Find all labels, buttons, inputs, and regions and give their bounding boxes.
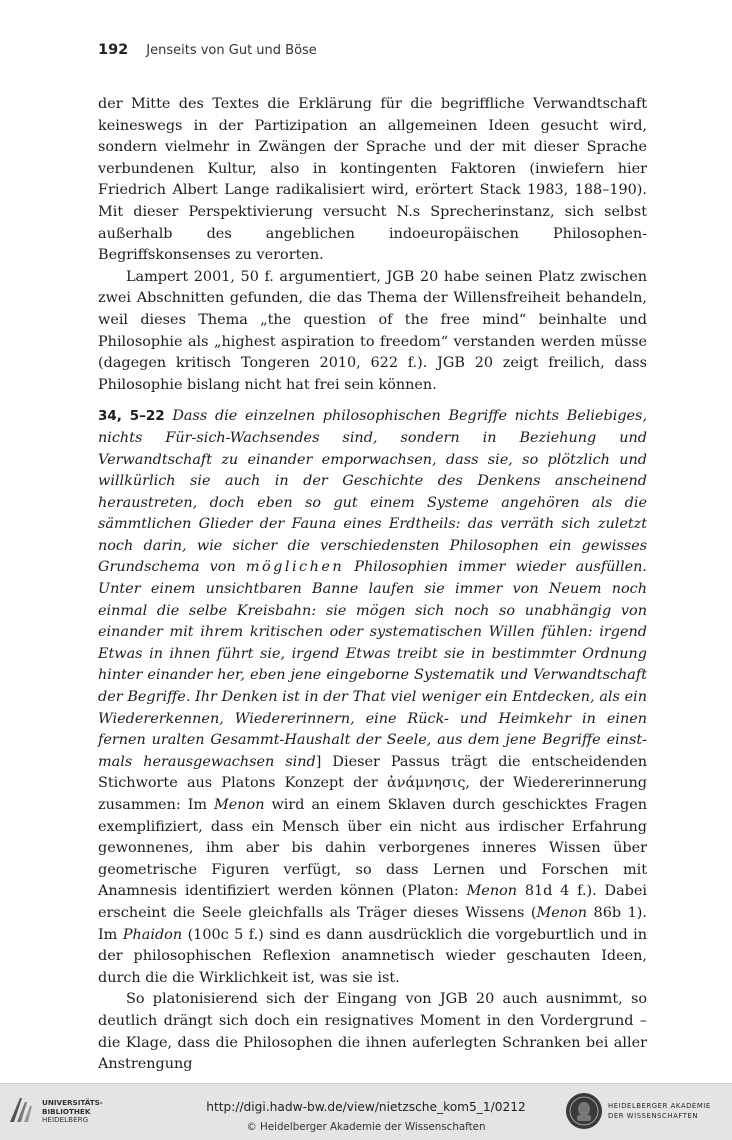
library-name: UNIVERSITÄTS- BIBLIOTHEK HEIDELBERG bbox=[42, 1098, 103, 1125]
commentary-text: 81d 4 f.). Dabei erscheint die Seele gleichfalls als Träger dieses Wissens ( bbox=[98, 883, 648, 921]
commentary-text: 86b 1). Im bbox=[98, 904, 647, 943]
academy-seal-icon bbox=[565, 1092, 603, 1130]
work-title-menon: Menon bbox=[536, 904, 587, 921]
lemma-paragraph bbox=[98, 406, 647, 989]
paragraph-1: der Mitte des Textes die Erklärung für die begriffliche Verwandtschaft keineswegs in der Partizipation an allgemeinen Ideen gesucht wird, sondern vielmehr in Zwängen der Sprache und der mit dieser Sprache verbundenen Kultur, also in kontingenten Faktoren (inwiefern hier Friedrich Albert Lange radikalisiert wird, erörtert Stack 1983, 188–190). Mit dieser Perspektivierung versucht N.s Sprecherinstanz, sich selbst außerhalb des angeblichen indoeuropäischen Philosophen-Begriffskonsenses zu verorten. bbox=[98, 96, 647, 264]
copyright-notice: © Heidelberger Akademie der Wissenschaften bbox=[246, 1121, 486, 1133]
work-title-menon: Menon bbox=[214, 797, 265, 813]
work-title-menon: Menon bbox=[466, 883, 518, 900]
commentary-text: (100c 5 f.) sind es dann ausdrücklich die vorgeburtlich und in der philosophischen Reflexion anamnetisch wieder geschauten Ideen, durch die die Wirklichkeit ist, was sie ist. bbox=[98, 926, 648, 986]
lemma-reference: 34, 5–22 bbox=[98, 408, 165, 425]
commentary-body bbox=[98, 94, 647, 1076]
paragraph-2: Lampert 2001, 50 f. argumentiert, JGB 20 habe seinen Platz zwischen zwei Abschnitten gefunden, die das Thema der Willensfreiheit behandeln, weil dieses Thema „the question of the free mind“ beinhalte und Philosophie als „highest aspiration to freedom“ verstanden werden müsse (dagegen kritisch Tongeren 2010, 622 f.). JGB 20 zeigt freilich, dass Philosophie bislang nicht hat frei sein können. bbox=[98, 268, 647, 393]
lemma-quote-cont: Philosophien immer wieder ausfüllen. Unter einem unsichtbaren Banne laufen sie immer von Neuem noch einmal die selbe Kreisbahn: sie mögen sich noch so unabhängig von einander mit ihrem kritischen oder systematischen Willen fühlen: irgend Etwas in ihnen führt sie, irgend Etwas treibt sie in bestimmter Ordnung hinter einander her, eben jene eingeborne Systematik und Verwandtschaft der Begriffe. Ihr Denken ist in der That viel weniger ein Entdecken, als ein Wiedererkennen, Wiedererinnern, eine Rück- und Heimkehr in einen fernen uralten Gesammt-Haushalt der Seele, aus dem jene Begriffe einstmals herausgewachsen sind bbox=[98, 559, 647, 770]
digitization-footer bbox=[0, 1083, 732, 1140]
paragraph-4: So platonisierend sich der Eingang von JGB 20 auch ausnimmt, so deutlich drängt sich doch ein resignatives Moment in den Vordergrund – die Klage, dass die Philosophen die ihnen auferlegten Schranken bei aller Anstrengung bbox=[98, 991, 647, 1073]
work-title-phaidon: Phaidon bbox=[122, 926, 183, 943]
lemma-quote-spaced: möglichen bbox=[245, 559, 345, 576]
running-header bbox=[98, 42, 317, 66]
academy-name: HEIDELBERGER AKADEMIE DER WISSENSCHAFTEN bbox=[608, 1102, 711, 1120]
running-title: Jenseits von Gut und Böse bbox=[146, 43, 317, 58]
page-number: 192 bbox=[98, 42, 129, 58]
lemma-quote: Dass die einzelnen philosophischen Begriffe nichts Beliebiges, nichts Für-sich-Wachsendes sind, sondern in Beziehung und Verwandtschaft zu einander emporwachsen, dass sie, so plötzlich und willkürlich sie auch in der Geschichte des Denkens anscheinend heraustreten, doch eben so gut einem Systeme angehören als die sämmtlichen Glieder der Fauna eines Erdtheils: das verräth sich zuletzt noch darin, wie sicher die verschiedensten Philosophen ein gewisses Grundschema von bbox=[98, 408, 648, 576]
permalink-url[interactable]: http://digi.hadw-bw.de/view/nietzsche_kom5_1/0212 bbox=[206, 1100, 526, 1114]
commentary-text: wird an einem Sklaven durch geschicktes Fragen exemplifiziert, dass ein Mensch über ein nicht aus irdischer Erfahrung gewonnenes, ihm aber bis dahin verborgenes inneres Wissen über geometrische Figuren verfügt, so dass Lernen und Forschen mit Anamnesis identifiziert werden können (Platon: bbox=[98, 797, 648, 900]
commentary-text: ] Dieser Passus trägt die entscheidenden Stichworte aus Platons Konzept der ἀνάμνησις, der Wiedererinnerung zusammen: Im bbox=[98, 753, 648, 813]
